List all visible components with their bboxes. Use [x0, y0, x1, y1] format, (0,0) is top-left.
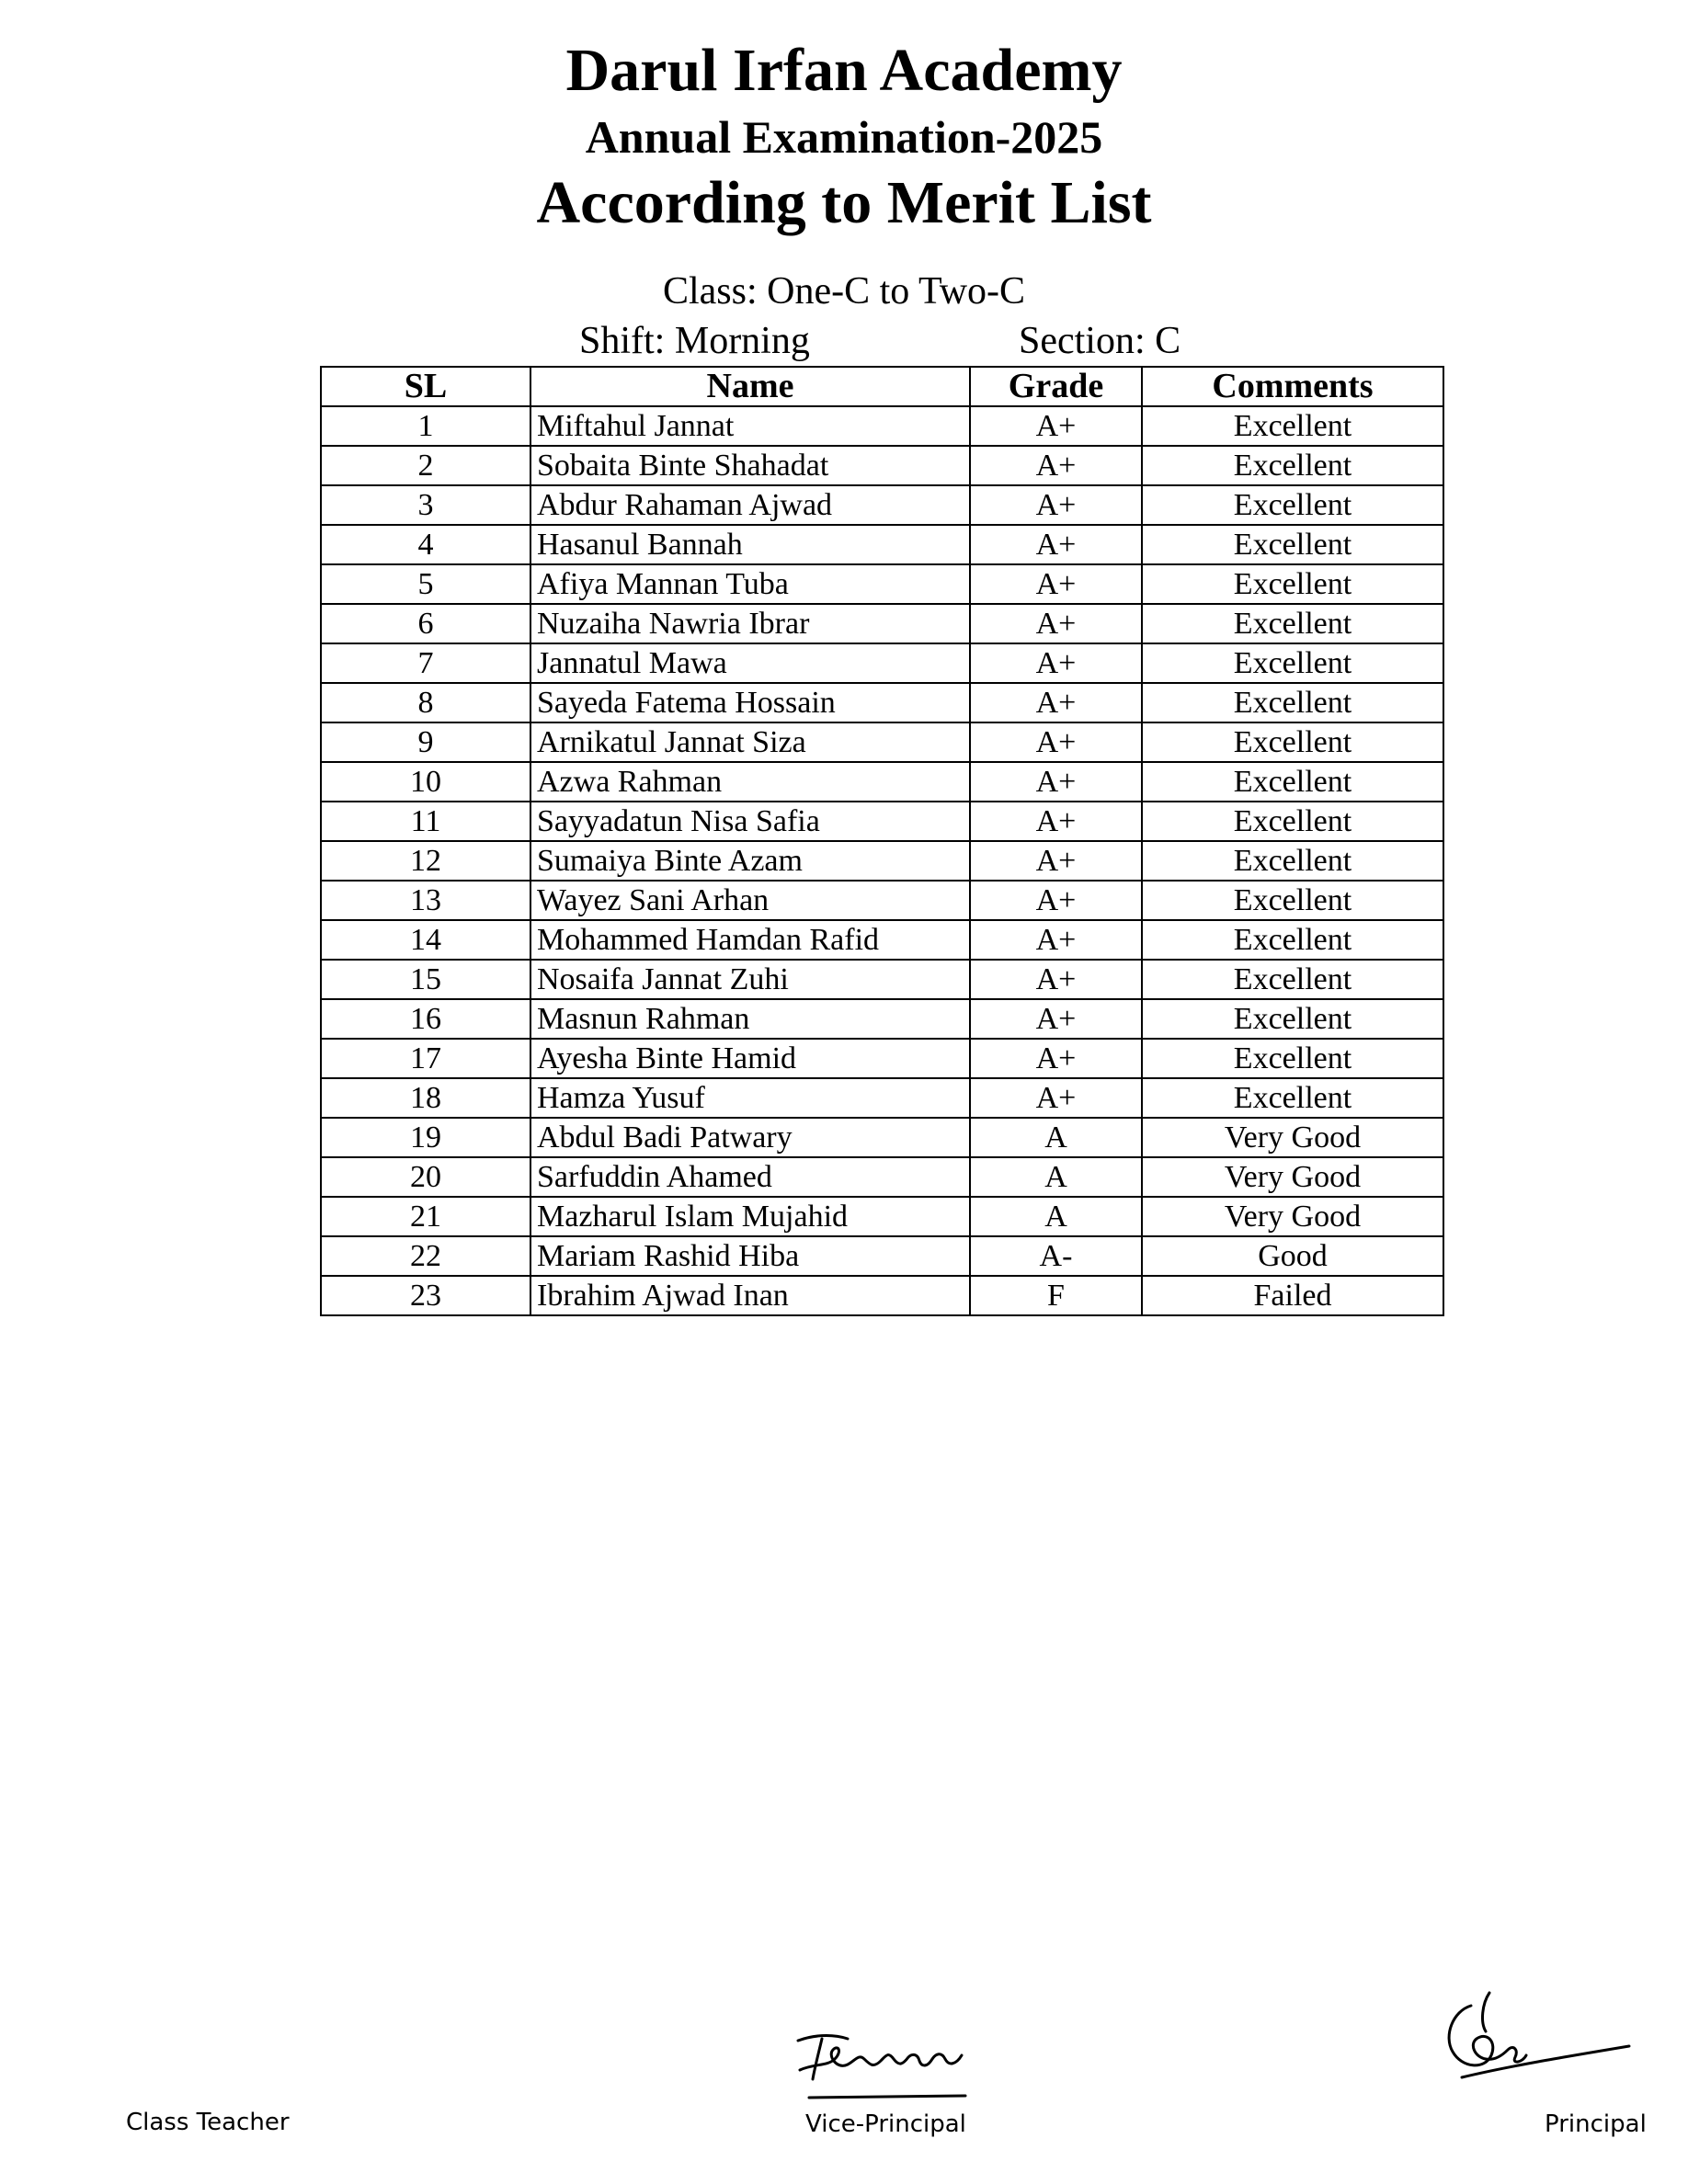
- cell-grade: A+: [970, 1078, 1142, 1118]
- cell-comment: Excellent: [1142, 722, 1443, 762]
- merit-table: [320, 366, 1444, 1316]
- cell-comment: Excellent: [1142, 762, 1443, 802]
- cell-comment: Excellent: [1142, 406, 1443, 446]
- cell-sl: 15: [321, 960, 530, 999]
- table-row: [321, 999, 1443, 1039]
- shift-info: Shift: Morning: [579, 320, 810, 362]
- cell-name: Hasanul Bannah: [530, 525, 970, 564]
- header-name: Name: [530, 367, 970, 406]
- class-teacher-label: Class Teacher: [126, 2109, 290, 2136]
- cell-name: Sarfuddin Ahamed: [530, 1157, 970, 1197]
- cell-comment: Very Good: [1142, 1118, 1443, 1157]
- cell-name: Sumaiya Binte Azam: [530, 841, 970, 881]
- cell-name: Masnun Rahman: [530, 999, 970, 1039]
- cell-sl: 23: [321, 1276, 530, 1315]
- cell-name: Afiya Mannan Tuba: [530, 564, 970, 604]
- cell-name: Jannatul Mawa: [530, 643, 970, 683]
- cell-sl: 12: [321, 841, 530, 881]
- principal-label: Principal: [1545, 2110, 1647, 2138]
- cell-comment: Excellent: [1142, 841, 1443, 881]
- cell-sl: 7: [321, 643, 530, 683]
- cell-grade: A+: [970, 525, 1142, 564]
- cell-name: Wayez Sani Arhan: [530, 881, 970, 920]
- cell-sl: 20: [321, 1157, 530, 1197]
- cell-comment: Excellent: [1142, 802, 1443, 841]
- table-row: [321, 1118, 1443, 1157]
- cell-comment: Excellent: [1142, 1078, 1443, 1118]
- exam-title: Annual Examination-2025: [585, 111, 1103, 163]
- table-row: [321, 960, 1443, 999]
- cell-grade: A+: [970, 643, 1142, 683]
- cell-name: Ibrahim Ajwad Inan: [530, 1276, 970, 1315]
- cell-grade: A+: [970, 683, 1142, 722]
- cell-grade: A+: [970, 485, 1142, 525]
- cell-grade: A+: [970, 881, 1142, 920]
- table-row: [321, 722, 1443, 762]
- cell-name: Mohammed Hamdan Rafid: [530, 920, 970, 960]
- cell-grade: A+: [970, 762, 1142, 802]
- table-header-row: [321, 367, 1443, 406]
- cell-comment: Excellent: [1142, 485, 1443, 525]
- cell-grade: A: [970, 1118, 1142, 1157]
- table-row: [321, 1078, 1443, 1118]
- table-row: [321, 1236, 1443, 1276]
- table-row: [321, 881, 1443, 920]
- cell-comment: Failed: [1142, 1276, 1443, 1315]
- table-row: [321, 1157, 1443, 1197]
- table-row: [321, 604, 1443, 643]
- cell-sl: 10: [321, 762, 530, 802]
- cell-sl: 1: [321, 406, 530, 446]
- table-row: [321, 485, 1443, 525]
- cell-sl: 22: [321, 1236, 530, 1276]
- cell-sl: 13: [321, 881, 530, 920]
- table-row: [321, 762, 1443, 802]
- vice-principal-signature: [781, 2013, 984, 2105]
- cell-name: Azwa Rahman: [530, 762, 970, 802]
- header-grade: Grade: [970, 367, 1142, 406]
- cell-grade: F: [970, 1276, 1142, 1315]
- cell-comment: Excellent: [1142, 564, 1443, 604]
- cell-grade: A+: [970, 920, 1142, 960]
- table-row: [321, 1276, 1443, 1315]
- section-info: Section: C: [1019, 320, 1181, 362]
- cell-grade: A+: [970, 446, 1142, 485]
- cell-grade: A+: [970, 604, 1142, 643]
- class-info: Class: One-C to Two-C: [662, 270, 1026, 313]
- table-row: [321, 1039, 1443, 1078]
- table-row: [321, 446, 1443, 485]
- cell-name: Mariam Rashid Hiba: [530, 1236, 970, 1276]
- cell-comment: Good: [1142, 1236, 1443, 1276]
- cell-comment: Excellent: [1142, 446, 1443, 485]
- cell-sl: 6: [321, 604, 530, 643]
- table-row: [321, 802, 1443, 841]
- vice-principal-label: Vice-Principal: [805, 2110, 966, 2138]
- cell-name: Abdul Badi Patwary: [530, 1118, 970, 1157]
- cell-name: Nosaifa Jannat Zuhi: [530, 960, 970, 999]
- cell-sl: 16: [321, 999, 530, 1039]
- cell-grade: A+: [970, 802, 1142, 841]
- cell-name: Sayeda Fatema Hossain: [530, 683, 970, 722]
- cell-grade: A+: [970, 406, 1142, 446]
- table-row: [321, 683, 1443, 722]
- header-sl: SL: [321, 367, 530, 406]
- cell-name: Arnikatul Jannat Siza: [530, 722, 970, 762]
- cell-name: Sobaita Binte Shahadat: [530, 446, 970, 485]
- cell-sl: 19: [321, 1118, 530, 1157]
- table-row: [321, 564, 1443, 604]
- cell-comment: Very Good: [1142, 1197, 1443, 1236]
- cell-sl: 2: [321, 446, 530, 485]
- cell-comment: Excellent: [1142, 920, 1443, 960]
- cell-comment: Excellent: [1142, 1039, 1443, 1078]
- list-title: According to Merit List: [536, 169, 1152, 236]
- cell-name: Mazharul Islam Mujahid: [530, 1197, 970, 1236]
- cell-grade: A+: [970, 564, 1142, 604]
- cell-grade: A+: [970, 960, 1142, 999]
- cell-grade: A+: [970, 722, 1142, 762]
- table-row: [321, 920, 1443, 960]
- table-row: [321, 1197, 1443, 1236]
- cell-sl: 18: [321, 1078, 530, 1118]
- cell-name: Miftahul Jannat: [530, 406, 970, 446]
- school-name: Darul Irfan Academy: [565, 37, 1123, 104]
- cell-comment: Excellent: [1142, 525, 1443, 564]
- cell-grade: A: [970, 1197, 1142, 1236]
- cell-name: Hamza Yusuf: [530, 1078, 970, 1118]
- cell-sl: 14: [321, 920, 530, 960]
- table-row: [321, 525, 1443, 564]
- cell-grade: A-: [970, 1236, 1142, 1276]
- header-comments: Comments: [1142, 367, 1443, 406]
- cell-comment: Excellent: [1142, 643, 1443, 683]
- principal-signature: [1434, 1985, 1646, 2096]
- cell-sl: 21: [321, 1197, 530, 1236]
- cell-name: Ayesha Binte Hamid: [530, 1039, 970, 1078]
- cell-sl: 17: [321, 1039, 530, 1078]
- cell-comment: Excellent: [1142, 604, 1443, 643]
- cell-comment: Excellent: [1142, 683, 1443, 722]
- cell-sl: 5: [321, 564, 530, 604]
- cell-comment: Excellent: [1142, 960, 1443, 999]
- cell-sl: 4: [321, 525, 530, 564]
- cell-name: Sayyadatun Nisa Safia: [530, 802, 970, 841]
- cell-grade: A+: [970, 841, 1142, 881]
- table-row: [321, 643, 1443, 683]
- cell-comment: Excellent: [1142, 881, 1443, 920]
- cell-grade: A+: [970, 999, 1142, 1039]
- cell-comment: Very Good: [1142, 1157, 1443, 1197]
- cell-name: Abdur Rahaman Ajwad: [530, 485, 970, 525]
- cell-grade: A+: [970, 1039, 1142, 1078]
- cell-sl: 8: [321, 683, 530, 722]
- table-row: [321, 406, 1443, 446]
- cell-grade: A: [970, 1157, 1142, 1197]
- cell-sl: 9: [321, 722, 530, 762]
- cell-comment: Excellent: [1142, 999, 1443, 1039]
- cell-name: Nuzaiha Nawria Ibrar: [530, 604, 970, 643]
- cell-sl: 3: [321, 485, 530, 525]
- table-row: [321, 841, 1443, 881]
- cell-sl: 11: [321, 802, 530, 841]
